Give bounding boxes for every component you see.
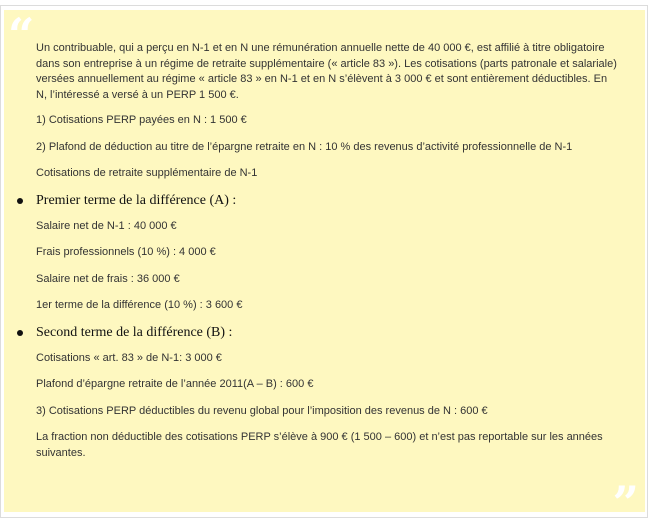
blockquote [4, 8, 645, 530]
bullet-first-term [36, 193, 621, 209]
deductible-perp-paragraph: 3) Cotisations PERP déductibles du revenu global pour l’imposition des revenus de N : 600 € [36, 404, 488, 417]
net-salary-line: Salaire net de N-1 : 40 000 € [36, 219, 177, 232]
non-deductible-paragraph: La fraction non déductible des cotisations PERP s’élève à 900 € (1 500 – 600) et n’est pas reportable sur les années suivantes. [36, 431, 603, 459]
net-of-costs-line: Salaire net de frais : 36 000 € [36, 272, 180, 285]
supplementary-contrib-paragraph: Cotisations de retraite supplémentaire de N-1 [36, 167, 258, 179]
bullet-second-term [36, 325, 621, 341]
professional-costs-line: Frais professionnels (10 %) : 4 000 € [36, 246, 216, 258]
bullet-dot-icon [17, 198, 23, 204]
perp-paid-paragraph: 1) Cotisations PERP payées en N : 1 500 € [36, 114, 247, 126]
bullet-second-term-label: Second terme de la différence (B) : [36, 324, 233, 340]
first-term-line: 1er terme de la différence (10 %) : 3 600 € [36, 299, 243, 311]
open-quote-icon: “ [8, 8, 35, 62]
bullet-first-term-label: Premier terme de la différence (A) : [36, 192, 237, 208]
intro-paragraph: Un contribuable, qui a perçu en N-1 et en N une rémunération annuelle nette de 40 000 €, est affilié à titre obligatoire dans son entreprise à un régime de retraite supplémentaire (« article 83 »). Les cotisations (parts patronale et salariale) versées annuellement au régime « article 83 » en N-1 et en N s’élèvent à 3 000 € et sont entièrement déductibles. En N, l’intéressé a versé à un PERP 1 500 €. [36, 42, 617, 101]
quote-content [36, 41, 621, 461]
retirement-ceiling-line: Plafond d’épargne retraite de l’année 2011(A – B) : 600 € [36, 378, 314, 390]
ceiling-paragraph: 2) Plafond de déduction au titre de l’épargne retraite en N : 10 % des revenus d’activité professionnelle de N-1 [36, 140, 573, 153]
close-quote-icon: ” [612, 476, 639, 530]
art83-contrib-line: Cotisations « art. 83 » de N-1: 3 000 € [36, 351, 222, 364]
bullet-dot-icon [17, 330, 23, 336]
